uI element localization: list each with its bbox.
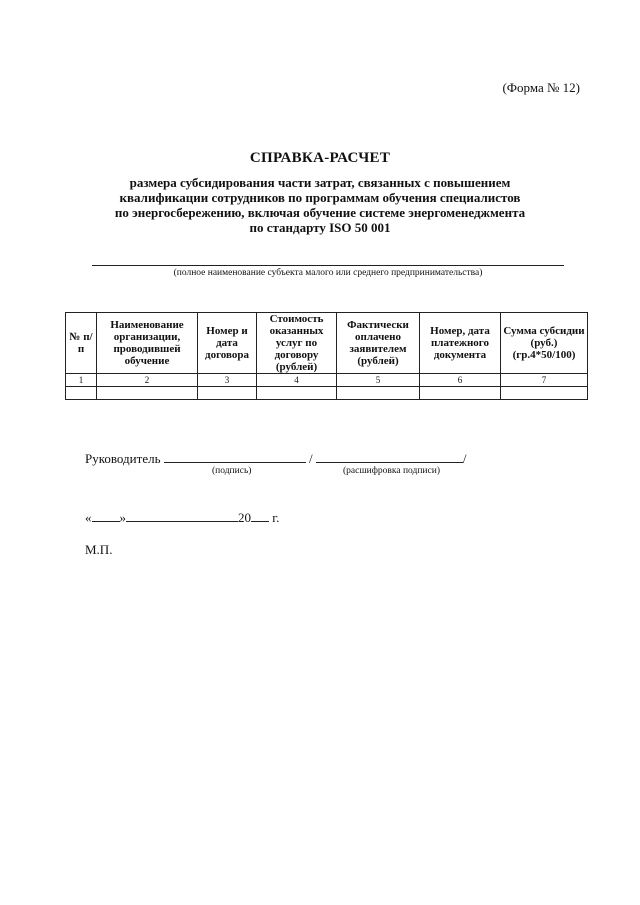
entity-name-caption: (полное наименование субъекта малого или среднего предпринимательства)	[173, 268, 483, 278]
date-line	[85, 509, 279, 526]
signature-label: Руководитель	[85, 451, 161, 466]
table-row[interactable]	[66, 387, 588, 400]
signature-decode-caption: (расшифровка подписи)	[343, 466, 440, 476]
signature-line	[85, 450, 467, 467]
entity-name-field[interactable]	[92, 265, 564, 266]
signature-decode-field[interactable]	[316, 450, 463, 463]
date-month-field[interactable]	[126, 509, 238, 522]
subtitle-line: по стандарту ISO 50 001	[249, 220, 391, 235]
header-cell-organization: Наименование организации, проводившей обучение	[97, 313, 198, 374]
column-number: 4	[257, 374, 337, 387]
date-year-field[interactable]	[251, 509, 269, 522]
subtitle-line: квалификации сотрудников по программам обучения специалистов	[119, 190, 521, 205]
header-cell-paid: Фактически оплачено заявителем (рублей)	[337, 313, 420, 374]
header-cell-cost: Стоимость оказанных услуг по договору (рублей)	[257, 313, 337, 374]
date-open-quote: «	[85, 510, 92, 525]
table-cell[interactable]	[501, 387, 588, 400]
form-number: (Форма № 12)	[502, 80, 580, 95]
header-cell-contract: Номер и дата договора	[198, 313, 257, 374]
stamp-place: М.П.	[85, 542, 113, 557]
document-title: СПРАВКА-РАСЧЕТ	[249, 150, 391, 166]
table-cell[interactable]	[337, 387, 420, 400]
header-cell-payment-doc: Номер, дата платежного документа	[420, 313, 501, 374]
date-year-suffix: г.	[272, 510, 280, 525]
table-header-row	[66, 313, 588, 374]
date-day-field[interactable]	[92, 509, 120, 522]
column-number: 7	[501, 374, 588, 387]
signature-caption: (подпись)	[212, 466, 252, 476]
subtitle-line: по энергосбережению, включая обучение системе энергоменеджмента	[114, 205, 526, 220]
table-cell[interactable]	[420, 387, 501, 400]
table-cell[interactable]	[257, 387, 337, 400]
column-number: 3	[198, 374, 257, 387]
signature-field[interactable]	[164, 450, 306, 463]
header-cell-number: № п/п	[66, 313, 97, 374]
header-cell-subsidy: Сумма субсидии (руб.) (гр.4*50/100)	[501, 313, 588, 374]
signature-separator: /	[462, 451, 467, 466]
subtitle-line: размера субсидирования части затрат, связанных с повышением	[129, 175, 511, 190]
signature-separator: /	[309, 451, 313, 466]
column-number-row	[66, 374, 588, 387]
date-year-prefix: 20	[238, 510, 251, 525]
column-number: 1	[66, 374, 97, 387]
table-cell[interactable]	[97, 387, 198, 400]
column-number: 6	[420, 374, 501, 387]
table-cell[interactable]	[66, 387, 97, 400]
column-number: 5	[337, 374, 420, 387]
calculation-table	[65, 312, 588, 400]
table-cell[interactable]	[198, 387, 257, 400]
date-close-quote: »	[119, 510, 126, 525]
document-subtitle	[60, 175, 580, 235]
column-number: 2	[97, 374, 198, 387]
